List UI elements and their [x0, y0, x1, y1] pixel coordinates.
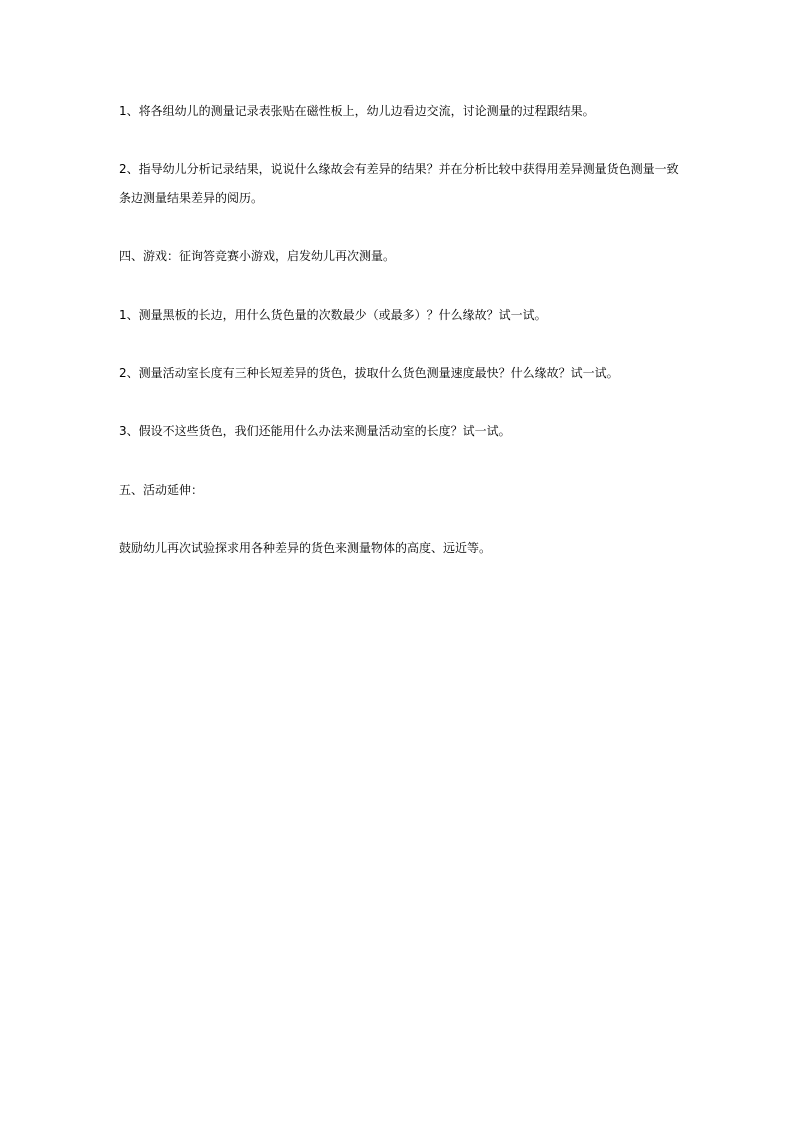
- paragraph-analysis-guidance: 2、指导幼儿分析记录结果，说说什么缘故会有差异的结果？并在分析比较中获得用差异测量货色测量一致条边测量结果差异的阅历。: [119, 162, 679, 205]
- paragraph-alternative-methods: 3、假设不这些货色，我们还能用什么办法来测量活动室的长度？试一试。: [119, 424, 511, 438]
- section-heading-game: 四、游戏：征询答竞赛小游戏，启发幼儿再次测量。: [119, 249, 396, 263]
- paragraph-measure-blackboard: 1、测量黑板的长边，用什么货色量的次数最少（或最多）？什么缘故？试一试。: [119, 308, 547, 322]
- paragraph-measure-room: 2、测量活动室长度有三种长短差异的货色，拔取什么货色测量速度最快？什么缘故？试一试。: [119, 366, 619, 380]
- paragraph-extension-activity: 鼓励幼儿再次试验探求用各种差异的货色来测量物体的高度、远近等。: [119, 541, 492, 555]
- section-heading-extension: 五、活动延伸：: [119, 483, 204, 497]
- paragraph-results-discussion: 1、将各组幼儿的测量记录表张贴在磁性板上，幼儿边看边交流，讨论测量的过程跟结果。: [119, 104, 595, 118]
